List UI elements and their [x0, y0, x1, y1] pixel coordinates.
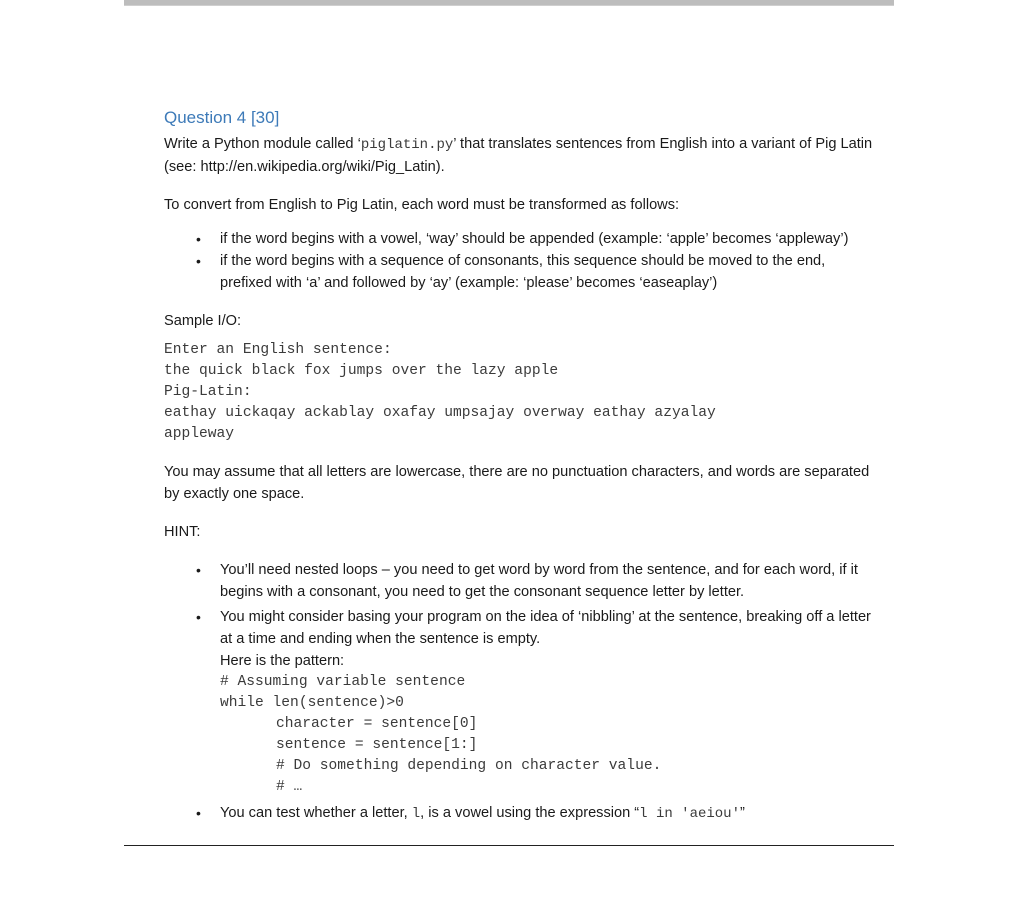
hint3-text-post: ” — [740, 805, 745, 821]
hint3-text-mid: , is a vowel using the expression “ — [420, 805, 640, 821]
list-item — [164, 606, 876, 798]
hint-text: You’ll need nested loops – you need to get word by word from the sentence, and for each word, if it begins with a consonant, you need to get the consonant sequence letter by letter. — [220, 562, 858, 600]
bullet-icon: • — [196, 805, 201, 821]
list-item — [164, 228, 876, 250]
page-bottom-rule — [124, 845, 894, 846]
question-heading: Question 4 [30] — [164, 108, 280, 127]
list-item — [164, 802, 876, 825]
code-line: sentence = sentence[1:] — [276, 737, 478, 753]
sample-label: Sample I/O: — [164, 313, 242, 329]
bullet-icon: • — [196, 253, 201, 269]
pattern-label: Here is the pattern: — [220, 653, 345, 669]
hints-list — [164, 559, 876, 825]
intro-text-pre: Write a Python module called ‘ — [164, 136, 361, 152]
hint3-text-pre: You can test whether a letter, — [220, 805, 412, 821]
code-line: character = sentence[0] — [276, 716, 478, 732]
bullet-icon: • — [196, 609, 201, 625]
document-content — [164, 107, 876, 825]
intro-paragraph — [164, 133, 876, 178]
hint-label: HINT: — [164, 524, 201, 540]
rules-list — [164, 228, 876, 294]
code-line: # Assuming variable sentence — [220, 674, 466, 690]
page-top-rule — [124, 0, 894, 6]
intro-text-post: ’ that translates sentences from English into a variant of Pig Latin (see: http://en.wikipedia.org/wiki/Pig_Latin). — [164, 136, 873, 175]
sample-io-line: Enter an English sentence: — [164, 342, 392, 358]
rule-text: if the word begins with a vowel, ‘way’ should be appended (example: ‘apple’ becomes ‘appleway’) — [220, 231, 849, 247]
module-filename: piglatin.py — [360, 137, 454, 153]
bullet-icon: • — [196, 562, 201, 578]
list-item — [164, 559, 876, 603]
sample-io-block — [164, 340, 876, 445]
sample-io-line: the quick black fox jumps over the lazy apple — [164, 363, 559, 379]
sample-io-line: appleway — [164, 426, 235, 442]
code-line: while len(sentence)>0 — [220, 695, 404, 711]
hint3-expression-code: l in 'aeiou' — [639, 806, 740, 822]
code-line: # … — [276, 779, 303, 795]
sample-io-line: Pig-Latin: — [164, 384, 252, 400]
hint3-letter-code: l — [411, 806, 421, 822]
rule-text: if the word begins with a sequence of consonants, this sequence should be moved to the end, prefixed with ‘a’ and followed by ‘ay’ (example: ‘please’ becomes ‘easeaplay’) — [220, 253, 826, 291]
assumption-paragraph: You may assume that all letters are lowercase, there are no punctuation characters, and words are separated by exactly one space. — [164, 464, 870, 502]
bullet-icon: • — [196, 231, 201, 247]
code-line: # Do something depending on character value. — [276, 758, 662, 774]
convert-paragraph: To convert from English to Pig Latin, each word must be transformed as follows: — [164, 197, 680, 213]
list-item — [164, 250, 876, 294]
sample-io-line: eathay uickaqay ackablay oxafay umpsajay overway eathay azyalay — [164, 405, 716, 421]
hint-text: You might consider basing your program on the idea of ‘nibbling’ at the sentence, breaking off a letter at a time and ending when the sentence is empty. — [220, 609, 871, 647]
pattern-code-block — [220, 672, 876, 798]
